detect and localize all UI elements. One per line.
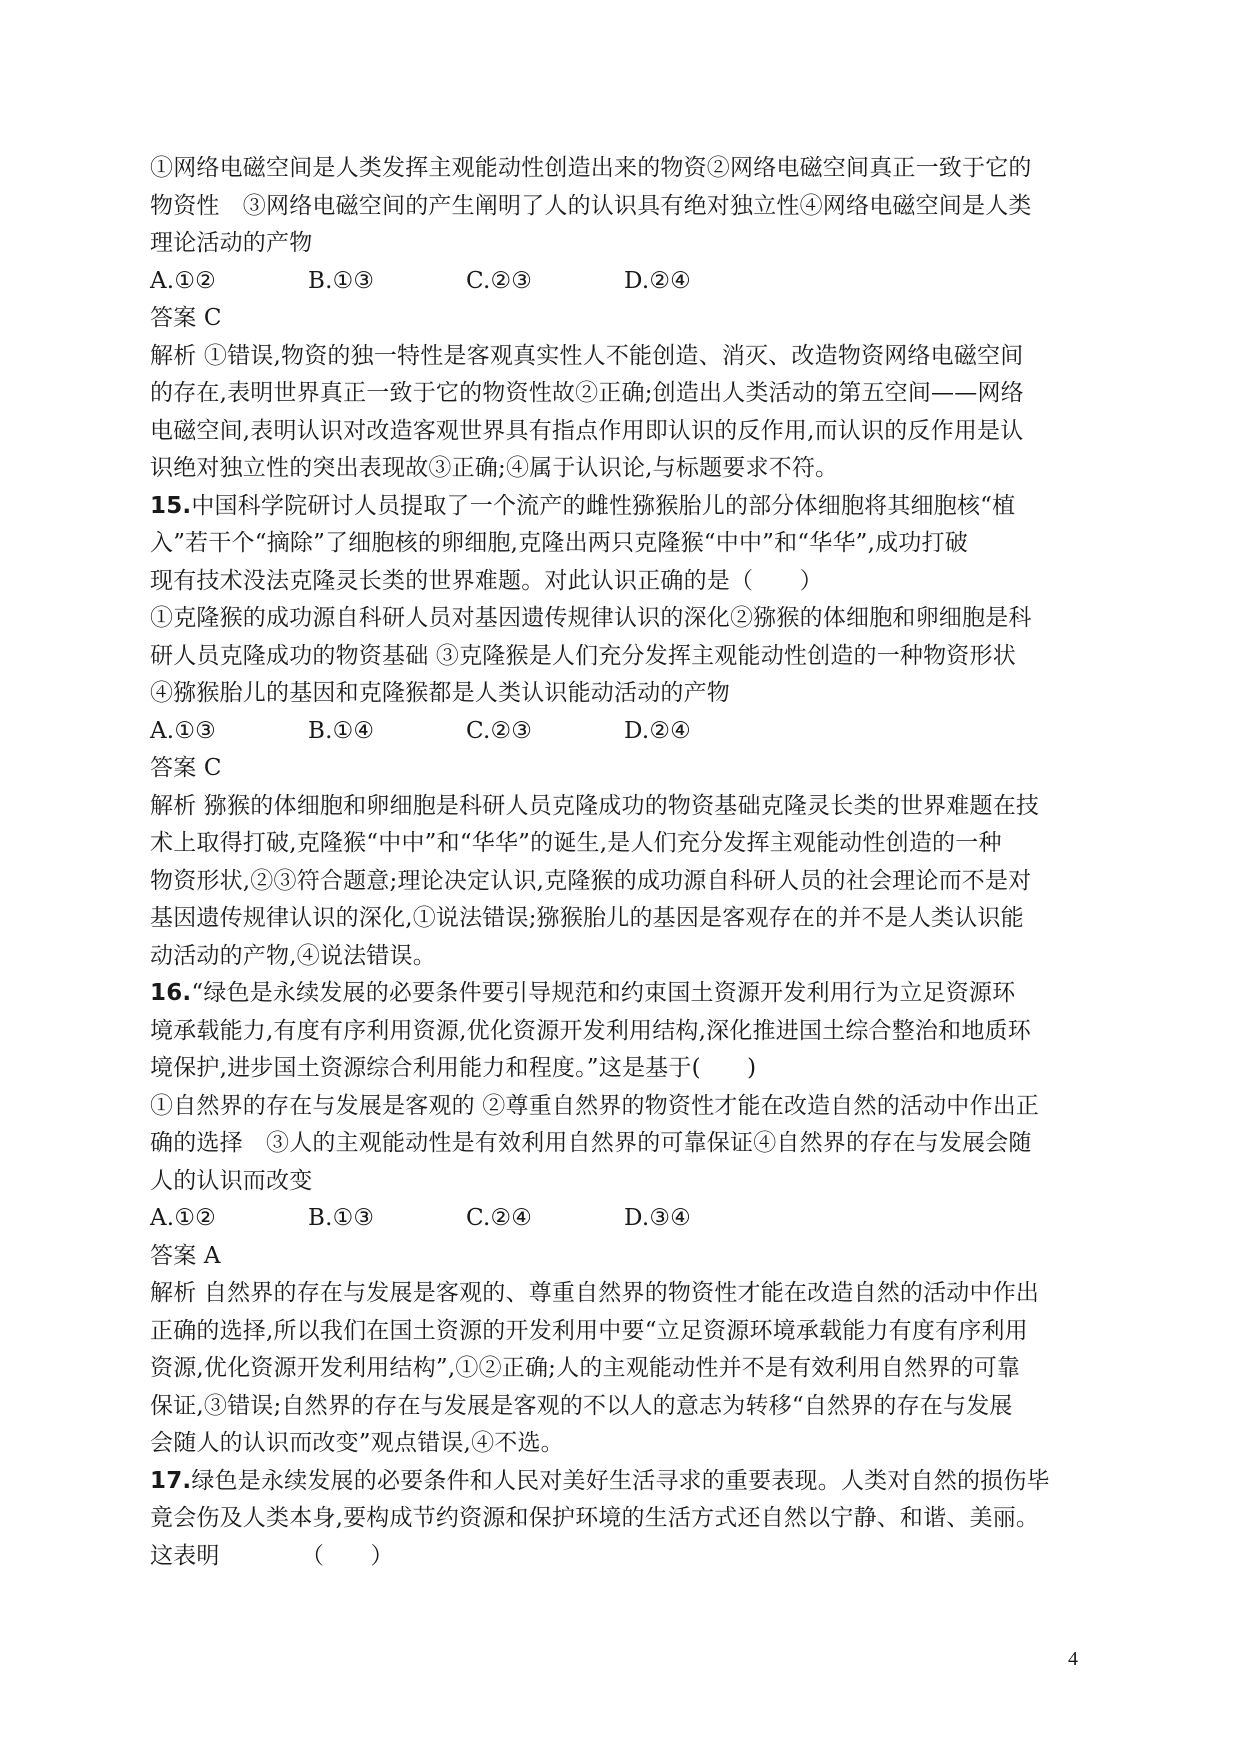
option-d: D.②④: [624, 267, 691, 294]
option-c: C.②③: [466, 717, 533, 744]
option-c: C.②③: [466, 267, 533, 294]
q15-stem-line: [150, 488, 1110, 526]
option-c: C.②④: [466, 1205, 533, 1231]
q17-stem-line: [150, 1463, 1110, 1501]
q15-item-line: ①克隆猴的成功源自科研人员对基因遗传规律认识的深化②猕猴的体细胞和卵细胞是科: [150, 605, 1032, 631]
q15-analysis-line: 物资形状,②③符合题意;理论决定认识,克隆猴的成功源自科研人员的社会理论而不是对: [150, 867, 1032, 894]
q16-stem-text: “绿色是永续发展的必要条件要引导规范和约束国土资源开发利用行为立足资源环: [191, 980, 1016, 1006]
q16-item-line: ①自然界的存在与发展是客观的 ②尊重自然界的物资性才能在改造自然的活动中作出正: [150, 1092, 1040, 1119]
q16-options: [150, 1200, 1110, 1238]
question-17: [150, 1463, 1110, 1576]
option-a: A.①②: [150, 1205, 216, 1231]
q16-stem-line: [150, 975, 1110, 1013]
q17-stem-text: 绿色是永续发展的必要条件和人民对美好生活寻求的重要表现。人类对自然的损伤毕: [191, 1467, 1050, 1494]
q14-analysis-line: 的存在,表明世界真正一致于它的物资性故②正确;创造出人类活动的第五空间——网络: [150, 380, 1024, 406]
option-a: A.①③: [150, 717, 216, 744]
q14-item-line: 理论活动的产物: [150, 230, 313, 256]
q14-analysis-line: 电磁空间,表明认识对改造客观世界具有指点作用即认识的反作用,而认识的反作用是认: [150, 417, 1024, 444]
q15-analysis-line: 术上取得打破,克隆猴“中中”和“华华”的诞生,是人们充分发挥主观能动性创造的一种: [150, 830, 1002, 856]
document-page: [150, 150, 1110, 1575]
option-b: B.①④: [308, 717, 375, 744]
q16-stem-line: 境保护,进步国土资源综合利用能力和程度。”这是基于( ): [150, 1055, 757, 1081]
q14-item-line: ①网络电磁空间是人类发挥主观能动性创造出来的物资②网络电磁空间真正一致于它的: [150, 155, 1032, 181]
option-b: B.①③: [308, 1205, 375, 1231]
q14-item-line: 物资性 ③网络电磁空间的产生阐明了人的认识具有绝对独立性④网络电磁空间是人类: [150, 192, 1032, 219]
q14-continuation: [150, 150, 1110, 488]
question-16: [150, 975, 1110, 1463]
option-b: B.①③: [308, 267, 375, 294]
q14-analysis-line: 解析 ①错误,物资的独一特性是客观真实性人不能创造、消灭、改造物资网络电磁空间: [150, 342, 1024, 369]
option-d: D.②④: [624, 717, 691, 744]
q17-stem-line: 这表明 （ ）: [150, 1542, 394, 1569]
q14-analysis-line: 识绝对独立性的突出表现故③正确;④属于认识论,与标题要求不符。: [150, 455, 839, 481]
q16-item-line: 人的认识而改变: [150, 1167, 313, 1194]
q16-analysis-line: 保证,③错误;自然界的存在与发展是客观的不以人的意志为转移“自然界的存在与发展: [150, 1392, 1013, 1419]
question-number: 16.: [150, 980, 192, 1006]
q14-options: [150, 263, 1110, 301]
q16-stem-line: 境承载能力,有度有序利用资源,优化资源开发利用结构,深化推进国土综合整治和地质环: [150, 1017, 1031, 1044]
q14-answer: 答案 C: [150, 305, 222, 331]
q15-analysis-line: 基因遗传规律认识的深化,①说法错误;猕猴胎儿的基因是客观存在的并不是人类认识能: [150, 905, 1024, 931]
q16-item-line: 确的选择 ③人的主观能动性是有效利用自然界的可靠保证④自然界的存在与发展会随: [150, 1130, 1032, 1156]
page-number: 4: [1068, 1648, 1078, 1670]
q15-item-line: ④猕猴胎儿的基因和克隆猴都是人类认识能动活动的产物: [150, 680, 730, 706]
q16-analysis-line: 解析 自然界的存在与发展是客观的、尊重自然界的物资性才能在改造自然的活动中作出: [150, 1280, 1040, 1306]
q15-stem-line: 入”若干个“摘除”了细胞核的卵细胞,克隆出两只克隆猴“中中”和“华华”,成功打破: [150, 530, 968, 556]
q15-analysis-line: 动活动的产物,④说法错误。: [150, 942, 436, 969]
q15-item-line: 研人员克隆成功的物资基础 ③克隆猴是人们充分发挥主观能动性创造的一种物资形状: [150, 642, 1016, 669]
option-d: D.③④: [624, 1205, 691, 1231]
question-number: 17.: [150, 1467, 192, 1494]
question-number: 15.: [150, 492, 192, 519]
q16-answer: 答案 A: [150, 1242, 221, 1269]
q17-stem-line: 竟会伤及人类本身,要构成节约资源和保护环境的生活方式还自然以宁静、和谐、美丽。: [150, 1505, 1040, 1531]
question-15: [150, 488, 1110, 976]
q15-options: [150, 713, 1110, 751]
q15-analysis-line: 解析 猕猴的体细胞和卵细胞是科研人员克隆成功的物资基础克隆灵长类的世界难题在技: [150, 792, 1040, 819]
option-a: A.①②: [150, 267, 216, 294]
q16-analysis-line: 正确的选择,所以我们在国土资源的开发利用中要“立足资源环境承载能力有度有序利用: [150, 1317, 1028, 1344]
q16-analysis-line: 会随人的认识而改变”观点错误,④不选。: [150, 1430, 564, 1456]
q15-stem-text: 中国科学院研讨人员提取了一个流产的雌性猕猴胎儿的部分体细胞将其细胞核“植: [191, 492, 1016, 519]
q15-answer: 答案 C: [150, 755, 222, 781]
q15-stem-line: 现有技术没法克隆灵长类的世界难题。对此认识正确的是（ ）: [150, 567, 823, 594]
q16-analysis-line: 资源,优化资源开发利用结构”,①②正确;人的主观能动性并不是有效利用自然界的可靠: [150, 1355, 1021, 1381]
